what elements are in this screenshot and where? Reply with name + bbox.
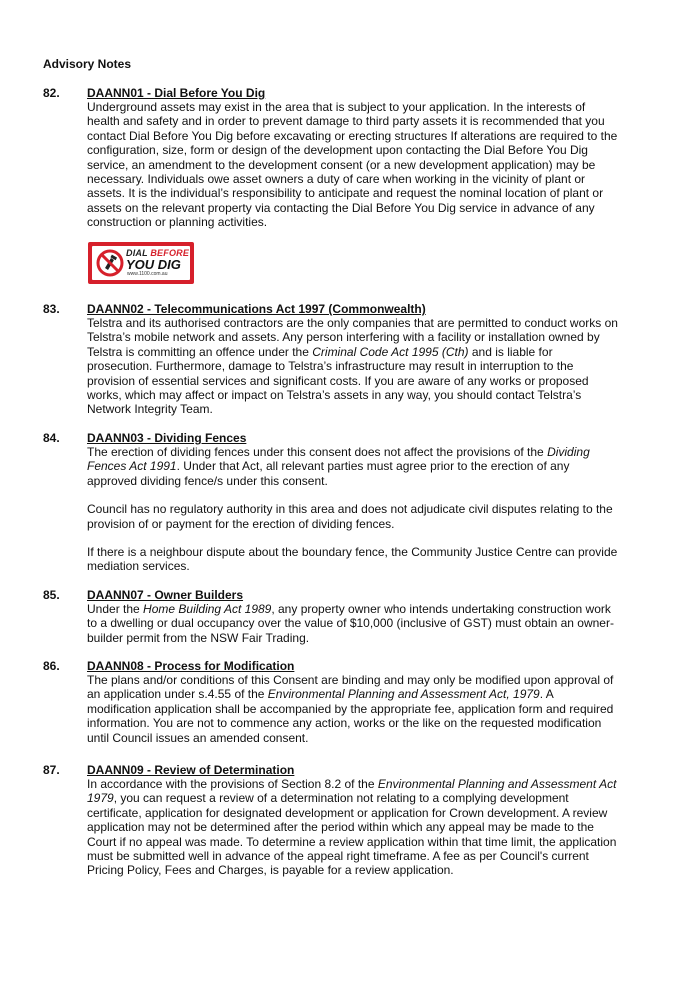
note-paragraph: [87, 316, 643, 417]
note-paragraph: [87, 100, 643, 230]
note-paragraph: [87, 502, 643, 531]
note-paragraphs: [87, 316, 643, 417]
paragraph-text: Under the: [87, 602, 144, 616]
paragraph-text: . Under that Act, all relevant parties must agree prior to the erection of any approved dividing fence/s under this consent.: [87, 459, 570, 488]
note-body: [87, 659, 643, 745]
note-paragraphs: [87, 602, 643, 645]
note-number: 85.: [43, 588, 60, 602]
note-title: DAANN03 - Dividing Fences: [87, 431, 247, 445]
note-paragraphs: [87, 673, 643, 745]
note-title: DAANN02 - Telecommunications Act 1997 (Commonwealth): [87, 302, 426, 316]
note-paragraph: [87, 445, 643, 488]
italic-citation: Environmental Planning and Assessment Act, 1979: [267, 687, 540, 702]
italic-citation: Environmental Planning and Assessment Act 1979: [87, 777, 617, 806]
note-number: 84.: [43, 431, 60, 445]
note-title: DAANN08 - Process for Modification: [87, 659, 295, 673]
note-paragraphs: [87, 445, 643, 574]
paragraph-text: and is liable for prosecution. Furthermore, damage to Telstra’s infrastructure may result in interruption to the provision of essential services and significant costs. If you are aware of any works or proposed works, which may affect or impact on Telstra’s assets in any way, you should contact Telstra’s Network Integrity Team.: [87, 344, 589, 417]
note-number: 87.: [43, 763, 60, 777]
note-body: [87, 588, 643, 645]
note-body: [87, 302, 643, 417]
paragraph-text: The plans and/or conditions of this Consent are binding and may only be modified upon approval of an application under s.4.55 of the: [87, 673, 614, 702]
note-paragraph: [87, 673, 643, 745]
italic-citation: Home Building Act 1989: [143, 602, 272, 616]
logo-text-line-2: YOU DIG: [126, 257, 181, 272]
note-title: DAANN01 - Dial Before You Dig: [87, 86, 266, 100]
logo-website: www.1100.com.au: [127, 271, 168, 277]
note-paragraph: [87, 602, 643, 645]
dial-before-you-dig-logo: [88, 242, 194, 284]
note-paragraphs: [87, 100, 643, 230]
note-number: 83.: [43, 302, 60, 316]
paragraph-text: In accordance with the provisions of Section 8.2 of the: [87, 777, 378, 791]
italic-citation: Criminal Code Act 1995 (Cth): [312, 344, 469, 359]
note-body: [87, 431, 643, 574]
page-heading: Advisory Notes: [43, 57, 132, 71]
paragraph-text: If there is a neighbour dispute about the boundary fence, the Community Justice Centre can provide mediation services.: [87, 545, 618, 574]
note-paragraph: [87, 545, 643, 574]
note-body: [87, 86, 643, 230]
paragraph-text: , any property owner who intends undertaking construction work to a dwelling or dual occupancy over the value of $10,000 (inclusive of GST) must obtain an owner- builder permit from the NSW Fair Trading.: [87, 602, 614, 645]
paragraph-text: The erection of dividing fences under this consent does not affect the provisions of the: [87, 445, 548, 459]
paragraph-text: . A modification application shall be accompanied by the appropriate fee, application form and required information. You are not to commence any action, works or the like on the requested modification until Council issues an amended consent.: [87, 687, 614, 745]
note-paragraphs: [87, 777, 643, 878]
logo-text-before: BEFORE: [150, 248, 190, 258]
note-title: DAANN09 - Review of Determination: [87, 763, 295, 777]
paragraph-text: , you can request a review of a determination not relating to a complying development certificate, application for designated development or application for Crown development. A review application may not be determined after the period within which any appeal may be made to the Court if no appeal was made. To determine a review application within that time limit, the application must be submitted well in advance of the appeal right timeframe. A fee as per Council's current Pricing Policy, Fees and Charges, is payable for a review application.: [87, 791, 617, 878]
note-number: 86.: [43, 659, 60, 673]
paragraph-text: Telstra and its authorised contractors are the only companies that are permitted to conduct works on Telstra’s mobile network and assets. Any person interfering with a facility or installation owned by Telstra is committing an offence under the: [87, 316, 618, 359]
paragraph-text: Council has no regulatory authority in this area and does not adjudicate civil disputes relating to the provision of or payment for the erection of dividing fences.: [87, 502, 613, 531]
note-paragraph: [87, 777, 643, 878]
paragraph-text: Underground assets may exist in the area that is subject to your application. In the interests of health and safety and in order to prevent damage to third party assets it is recommended that you contact Dial Before You Dig before excavating or erecting structures If alterations are required to the configuration, size, form or design of the development upon contacting the Dial Before You Dig service, an amendment to the development consent (or a new development application) may be necessary. Individuals owe asset owners a duty of care when working in the vicinity of plant or assets. It is the individual’s responsibility to anticipate and request the nominal location of plant or assets on the relevant property via contacting the Dial Before You Dig service in advance of any construction or planning activities.: [87, 100, 618, 230]
no-dig-sign-icon: [96, 249, 124, 277]
note-body: [87, 763, 643, 878]
note-title: DAANN07 - Owner Builders: [87, 588, 244, 602]
logo-text-dial: DIAL: [126, 248, 151, 258]
italic-citation: Dividing Fences Act 1991: [87, 445, 590, 474]
note-number: 82.: [43, 86, 60, 100]
